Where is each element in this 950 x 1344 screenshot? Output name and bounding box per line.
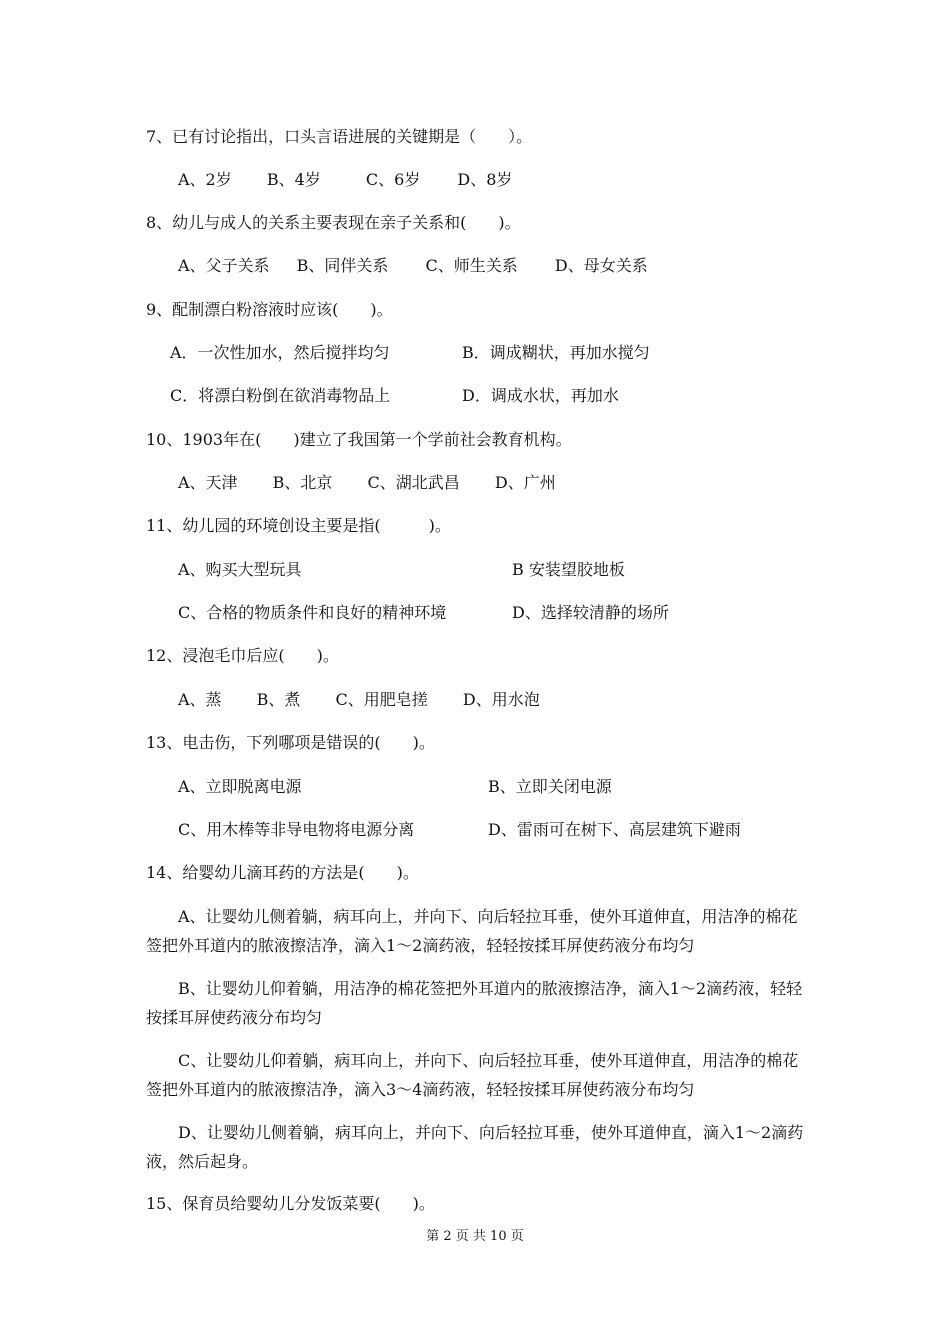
question-stem: 9、配制漂白粉溶液时应该( )。 xyxy=(146,300,393,319)
option: D、雷雨可在树下、高层建筑下避雨 xyxy=(488,820,741,839)
options-row xyxy=(178,472,556,494)
option: D、选择较清静的场所 xyxy=(512,603,669,622)
option-paragraph: B、让婴幼儿仰着躺，用洁净的棉花签把外耳道内的脓液擦洁净，滴入1～2滴药液，轻轻按揉耳屏使药液分布均匀 xyxy=(146,979,803,1027)
option: D、母女关系 xyxy=(554,256,648,275)
options-row xyxy=(178,689,540,711)
option: D、广州 xyxy=(494,473,556,492)
option: D．调成水状，再加水 xyxy=(462,386,619,405)
option-paragraph: A、让婴幼儿侧着躺，病耳向上，并向下、向后轻拉耳垂，使外耳道伸直，用洁净的棉花签把外耳道内的脓液擦洁净，滴入1～2滴药液，轻轻按揉耳屏使药液分布均匀 xyxy=(146,907,798,955)
option: A、购买大型玩具 xyxy=(178,560,302,579)
option: B、立即关闭电源 xyxy=(488,777,612,796)
options-row xyxy=(178,255,648,277)
question-stem: 13、电击伤，下列哪项是错误的( )。 xyxy=(146,733,435,752)
options-row xyxy=(178,169,512,191)
page-number-footer: 第 2 页 共 10 页 xyxy=(426,1229,524,1244)
option: B、北京 xyxy=(272,473,333,492)
option: C、合格的物质条件和良好的精神环境 xyxy=(178,603,447,622)
option: D、用水泡 xyxy=(462,690,540,709)
option: B、煮 xyxy=(256,690,301,709)
option: C、6岁 xyxy=(365,170,421,189)
option: C、用肥皂搓 xyxy=(335,690,428,709)
option: B．调成糊状，再加水搅匀 xyxy=(462,343,650,362)
question-stem: 10、1903年在( )建立了我国第一个学前社会教育机构。 xyxy=(146,430,572,449)
option: A、2岁 xyxy=(178,170,232,189)
option: C．将漂白粉倒在欲消毒物品上 xyxy=(170,386,391,405)
option: A、立即脱离电源 xyxy=(178,777,302,796)
question-stem: 14、给婴幼儿滴耳药的方法是( )。 xyxy=(146,863,419,882)
option: B、同伴关系 xyxy=(296,256,389,275)
option: A、蒸 xyxy=(178,690,222,709)
option-paragraph: C、让婴幼儿仰着躺，病耳向上，并向下、向后轻拉耳垂，使外耳道伸直，用洁净的棉花签把外耳道内的脓液擦洁净，滴入3～4滴药液，轻轻按揉耳屏使药液分布均匀 xyxy=(146,1051,799,1099)
option: B、4岁 xyxy=(266,170,321,189)
question-stem: 15、保育员给婴幼儿分发饭菜要( )。 xyxy=(146,1194,435,1213)
question-stem: 11、幼儿园的环境创设主要是指( )。 xyxy=(146,516,451,535)
option: C、湖北武昌 xyxy=(367,473,460,492)
option: A、天津 xyxy=(178,473,238,492)
question-stem: 7、已有讨论指出，口头言语进展的关键期是（ ）。 xyxy=(146,127,533,146)
option: D、8岁 xyxy=(457,170,513,189)
question-stem: 12、浸泡毛巾后应( )。 xyxy=(146,646,339,665)
option: C、用木棒等非导电物将电源分离 xyxy=(178,820,415,839)
option: B 安装望胶地板 xyxy=(512,560,625,579)
option: A、父子关系 xyxy=(178,256,270,275)
option-paragraph: D、让婴幼儿侧着躺，病耳向上，并向下、向后轻拉耳垂，使外耳道伸直，滴入1～2滴药液，然后起身。 xyxy=(146,1123,804,1171)
question-stem: 8、幼儿与成人的关系主要表现在亲子关系和( )。 xyxy=(146,213,521,232)
option: A．一次性加水，然后搅拌均匀 xyxy=(170,343,390,362)
option: C、师生关系 xyxy=(425,256,518,275)
